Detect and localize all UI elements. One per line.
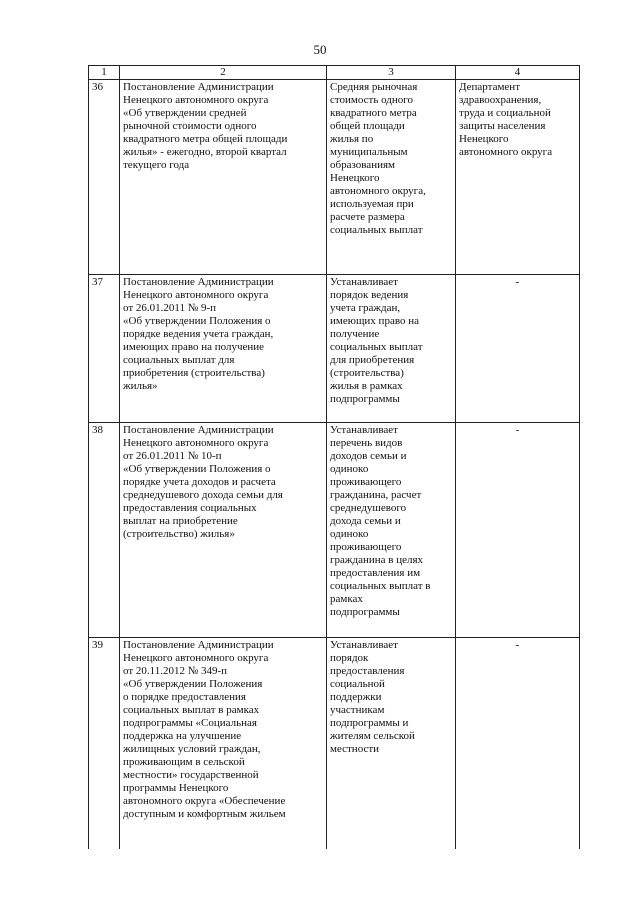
table-row	[89, 80, 580, 275]
column-header: 3	[327, 66, 456, 80]
column-header: 1	[89, 66, 120, 80]
table-row	[89, 638, 580, 850]
row-number-cell: 38	[89, 423, 120, 638]
purpose-cell: Средняя рыночная стоимость одного квадратного метра общей площади жилья по муниципальным образованиям Ненецкого автономного округа, используемая при расчете размера социальных выплат	[327, 80, 456, 275]
column-header: 2	[120, 66, 327, 80]
purpose-cell: Устанавливает порядок предоставления социальной поддержки участникам подпрограммы и жителям сельской местности	[327, 638, 456, 850]
row-number-cell: 37	[89, 275, 120, 423]
purpose-cell: Устанавливает порядок ведения учета граждан, имеющих право на получение социальных выплат для приобретения (строительства) жилья в рамках подпрограммы	[327, 275, 456, 423]
purpose-cell: Устанавливает перечень видов доходов семьи и одиноко проживающего гражданина, расчет среднедушевого дохода семьи и одиноко проживающего гражданина в целях предоставления им социальных выплат в рамках подпрограммы	[327, 423, 456, 638]
table-row	[89, 423, 580, 638]
responsible-cell: Департамент здравоохранения, труда и социальной защиты населения Ненецкого автономного округа	[456, 80, 580, 275]
responsible-cell: -	[456, 423, 580, 638]
table-header-row	[89, 66, 580, 80]
responsible-cell: -	[456, 275, 580, 423]
document-cell: Постановление Администрации Ненецкого автономного округа от 26.01.2011 № 10-п «Об утверждении Положения о порядке учета доходов и расчета среднедушевого дохода семьи для предоставления социальных выплат на приобретение (строительство) жилья»	[120, 423, 327, 638]
responsible-cell: -	[456, 638, 580, 850]
regulations-table	[88, 65, 580, 849]
document-cell: Постановление Администрации Ненецкого автономного округа от 26.01.2011 № 9-п «Об утверждении Положения о порядке ведения учета граждан, имеющих право на получение социальных выплат для приобретения (строительства) жилья»	[120, 275, 327, 423]
column-header: 4	[456, 66, 580, 80]
document-cell: Постановление Администрации Ненецкого автономного округа от 20.11.2012 № 349-п «Об утверждении Положения о порядке предоставления социальных выплат в рамках подпрограммы «Социальная поддержка на улучшение жилищных условий граждан, проживающим в сельской местности» государственной программы Ненецкого автономного округа «Обеспечение доступным и комфортным жильем	[120, 638, 327, 850]
page-number: 50	[313, 42, 327, 57]
document-cell: Постановление Администрации Ненецкого автономного округа «Об утверждении средней рыночной стоимости одного квадратного метра общей площади жилья» - ежегодно, второй квартал текущего года	[120, 80, 327, 275]
row-number-cell: 36	[89, 80, 120, 275]
table-row	[89, 275, 580, 423]
row-number-cell: 39	[89, 638, 120, 850]
